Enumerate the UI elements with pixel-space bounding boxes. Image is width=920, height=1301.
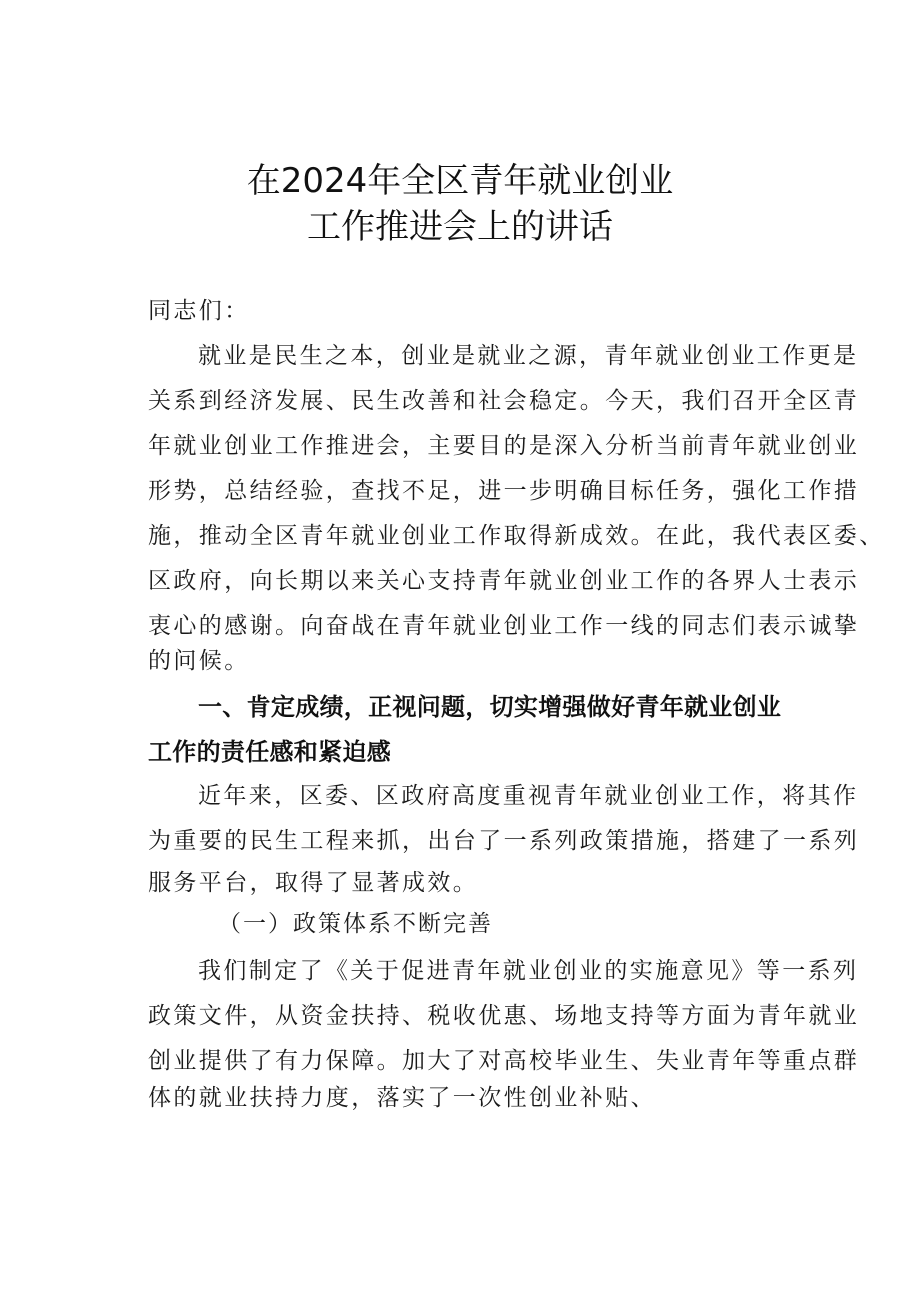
intro-paragraph-line: 年就业创业工作推进会，主要目的是深入分析当前青年就业创业: [148, 433, 860, 459]
intro-paragraph-line: 区政府，向长期以来关心支持青年就业创业工作的各界人士表示: [148, 568, 860, 594]
subsection-1-paragraph-line: 创业提供了有力保障。加大了对高校毕业生、失业青年等重点群: [148, 1048, 860, 1074]
subsection-1-heading: （一）政策体系不断完善: [218, 911, 493, 937]
section-1-heading-line: 一、肯定成绩，正视问题，切实增强做好青年就业创业: [198, 693, 782, 721]
subsection-1-paragraph-line: 我们制定了《关于促进青年就业创业的实施意见》等一系列: [198, 958, 859, 984]
intro-paragraph-line: 施，推动全区青年就业创业工作取得新成效。在此，我代表区委、: [148, 523, 885, 549]
section-1-paragraph-line: 服务平台，取得了显著成效。: [148, 870, 479, 896]
intro-paragraph-line: 关系到经济发展、民生改善和社会稳定。今天，我们召开全区青: [148, 388, 860, 414]
intro-paragraph-line: 衷心的感谢。向奋战在青年就业创业工作一线的同志们表示诚挚: [148, 613, 860, 639]
section-1-paragraph-line: 近年来，区委、区政府高度重视青年就业创业工作，将其作: [198, 783, 859, 809]
salutation: 同志们：: [148, 298, 250, 324]
speech-title-line-2: 工作推进会上的讲话: [307, 207, 613, 247]
subsection-1-paragraph-line: 政策文件，从资金扶持、税收优惠、场地支持等方面为青年就业: [148, 1003, 860, 1029]
section-1-paragraph-line: 为重要的民生工程来抓，出台了一系列政策措施，搭建了一系列: [148, 828, 860, 854]
intro-paragraph-line: 形势，总结经验，查找不足，进一步明确目标任务，强化工作措: [148, 478, 860, 504]
intro-paragraph-line: 的问候。: [148, 648, 250, 674]
subsection-1-paragraph-line: 体的就业扶持力度，落实了一次性创业补贴、: [148, 1085, 656, 1111]
speech-title-line-1: 在2024年全区青年就业创业: [246, 161, 674, 201]
section-1-heading-line: 工作的责任感和紧迫感: [148, 738, 391, 766]
intro-paragraph-line: 就业是民生之本，创业是就业之源，青年就业创业工作更是: [198, 343, 859, 369]
